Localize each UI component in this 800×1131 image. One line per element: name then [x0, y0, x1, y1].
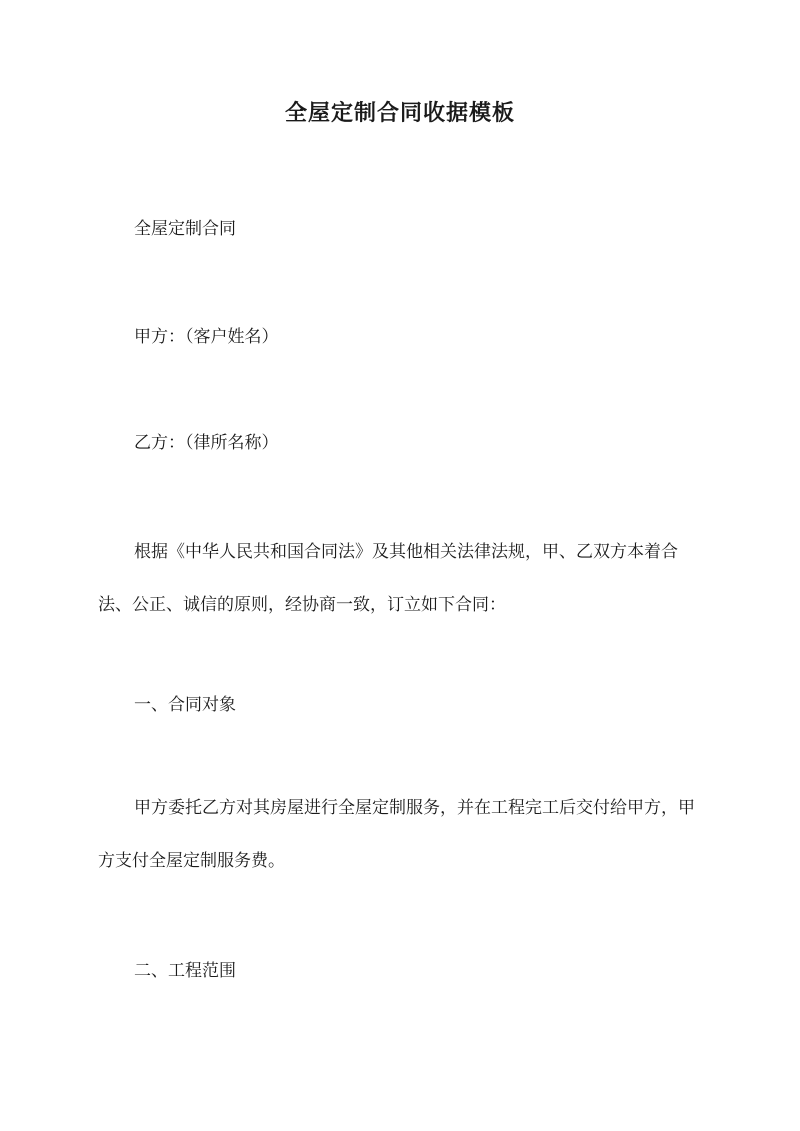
section-1-body: 甲方委托乙方对其房屋进行全屋定制服务，并在工程完工后交付给甲方，甲方支付全屋定制服务费。 [98, 798, 695, 871]
section-2-title: 二、工程范围 [134, 961, 236, 981]
party-a-line: 甲方：（客户姓名） [134, 327, 279, 347]
document-title: 全屋定制合同收据模板 [284, 100, 515, 126]
section-1-title: 一、合同对象 [134, 695, 236, 715]
preamble-paragraph: 根据《中华人民共和国合同法》及其他相关法律法规，甲、乙双方本着合法、公正、诚信的原则，经协商一致，订立如下合同： [98, 542, 678, 615]
party-b-line: 乙方：（律所名称） [134, 433, 279, 453]
contract-heading: 全屋定制合同 [134, 219, 236, 239]
